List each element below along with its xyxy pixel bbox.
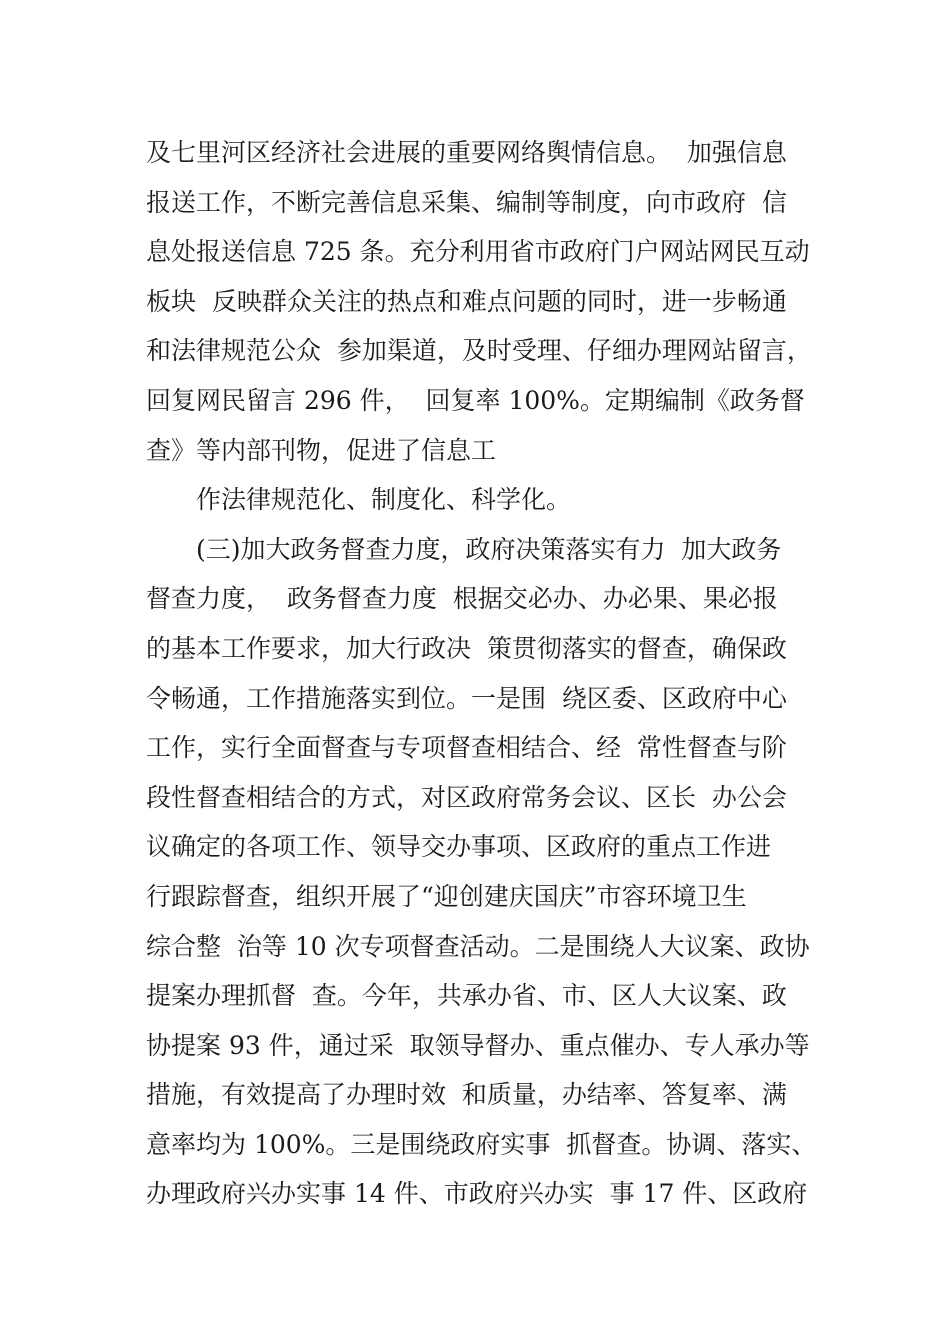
- text-line-19: 协提案 93 件，通过采 取领导督办、重点催办、专人承办等: [146, 1030, 810, 1060]
- text-line-8: 作法律规范化、制度化、科学化。: [196, 485, 572, 515]
- text-line-3: 息处报送信息 725 条。充分利用省市政府门户网站网民互动: [146, 237, 810, 267]
- text-line-6: 回复网民留言 296 件， 回复率 100%。定期编制《政务督: [146, 385, 805, 415]
- text-line-17: 综合整 治等 10 次专项督查活动。二是围绕人大议案、政协: [146, 931, 810, 961]
- text-line-15: 议确定的各项工作、领导交办事项、区政府的重点工作进: [146, 832, 772, 862]
- text-line-13: 工作，实行全面督查与专项督查相结合、经 常性督查与阶: [146, 733, 787, 763]
- text-line-4: 板块 反映群众关注的热点和难点问题的同时，进一步畅通: [146, 286, 787, 316]
- text-line-10: 督查力度， 政务督查力度 根据交必办、办必果、果必报: [146, 584, 778, 614]
- text-line-5: 和法律规范公众 参加渠道，及时受理、仔细办理网站留言，: [146, 336, 812, 366]
- text-line-7: 查》等内部刊物，促进了信息工: [146, 435, 497, 465]
- text-line-14: 段性督查相结合的方式，对区政府常务会议、区长 办公会: [146, 782, 787, 812]
- text-line-2: 报送工作，不断完善信息采集、编制等制度，向市政府 信: [146, 187, 787, 217]
- text-line-1: 及七里河区经济社会进展的重要网络舆情信息。 加强信息: [146, 138, 787, 167]
- section-heading-line: (三)加大政务督查力度，政府决策落实有力 加大政务: [196, 534, 782, 564]
- text-line-21: 意率均为 100%。三是围绕政府实事 抓督查。协调、落实、: [146, 1129, 817, 1159]
- text-line-18: 提案办理抓督 查。今年，共承办省、市、区人大议案、政: [146, 981, 787, 1011]
- text-line-12: 令畅通，工作措施落实到位。一是围 绕区委、区政府中心: [146, 683, 787, 713]
- body-text: [146, 128, 836, 1219]
- text-line-16: 行跟踪督查，组织开展了“迎创建庆国庆”市容环境卫生: [146, 881, 747, 911]
- text-line-20: 措施，有效提高了办理时效 和质量，办结率、答复率、满: [146, 1080, 787, 1110]
- text-line-22: 办理政府兴办实事 14 件、市政府兴办实 事 17 件、区政府: [146, 1179, 808, 1209]
- text-line-11: 的基本工作要求，加大行政决 策贯彻落实的督查，确保政: [146, 633, 787, 663]
